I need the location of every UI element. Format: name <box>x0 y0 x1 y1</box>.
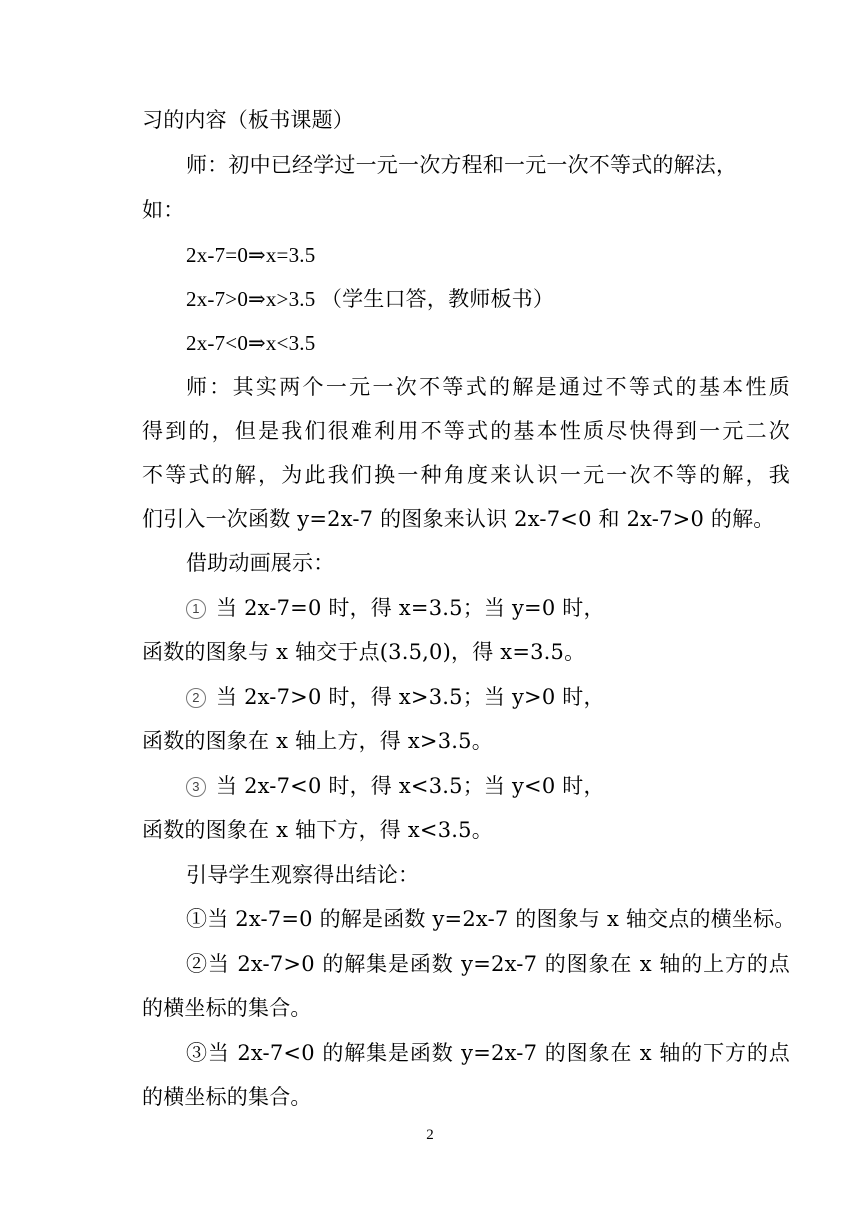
animation-case-1 <box>186 593 834 623</box>
animation-case-3 <box>186 771 834 801</box>
conclusion-2: ②当 2x-7>0 的解集是函数 y=2x-7 的图象在 x 轴的上方的点 <box>186 952 790 976</box>
text-line-1: 习的内容（板书课题） <box>142 108 354 132</box>
equation-line-2: 2x-7>0⇒x>3.5 （学生口答，教师板书） <box>186 287 555 311</box>
text-line-10: 函数的图象在 x 轴上方，得 x>3.5。 <box>142 729 493 753</box>
circled-number-marker: 2 <box>186 688 206 708</box>
text-line-3: 如： <box>142 198 185 222</box>
text-line-11: 函数的图象在 x 轴下方，得 x<3.5。 <box>142 818 493 842</box>
page-number: 2 <box>426 1127 434 1143</box>
circled-number-marker: 3 <box>186 777 206 797</box>
conclusion-3: ③当 2x-7<0 的解集是函数 y=2x-7 的图象在 x 轴的下方的点 <box>186 1041 790 1065</box>
text-line-4: 师：其实两个一元一次不等式的解是通过不等式的基本性质 <box>186 375 790 399</box>
conclusion-1: ①当 2x-7=0 的解是函数 y=2x-7 的图象与 x 轴交点的横坐标。 <box>186 907 796 931</box>
animation-case-2-text: 当 2x-7>0 时，得 x>3.5；当 y>0 时， <box>216 685 605 709</box>
text-line-5: 得到的，但是我们很难利用不等式的基本性质尽快得到一元二次 <box>142 419 790 443</box>
text-line-9: 函数的图象与 x 轴交于点(3.5,0)，得 x=3.5。 <box>142 640 586 664</box>
circled-number-marker: 1 <box>186 599 206 619</box>
text-line-12: 引导学生观察得出结论： <box>186 863 420 887</box>
equation-line-1: 2x-7=0⇒x=3.5 <box>186 243 316 267</box>
text-line-2: 师：初中已经学过一元一次方程和一元一次不等式的解法， <box>186 153 738 177</box>
text-line-8: 借助动画展示： <box>186 551 335 575</box>
animation-case-2 <box>186 682 834 712</box>
text-line-13: 的横坐标的集合。 <box>142 996 312 1020</box>
animation-case-1-text: 当 2x-7=0 时，得 x=3.5；当 y=0 时， <box>216 596 605 620</box>
text-line-14: 的横坐标的集合。 <box>142 1085 312 1109</box>
equation-line-3: 2x-7<0⇒x<3.5 <box>186 331 316 355</box>
text-line-6: 不等式的解，为此我们换一种角度来认识一元一次不等的解，我 <box>142 463 790 487</box>
text-line-7: 们引入一次函数 y=2x-7 的图象来认识 2x-7<0 和 2x-7>0 的解。 <box>142 507 775 531</box>
animation-case-3-text: 当 2x-7<0 时，得 x<3.5；当 y<0 时， <box>216 774 605 798</box>
